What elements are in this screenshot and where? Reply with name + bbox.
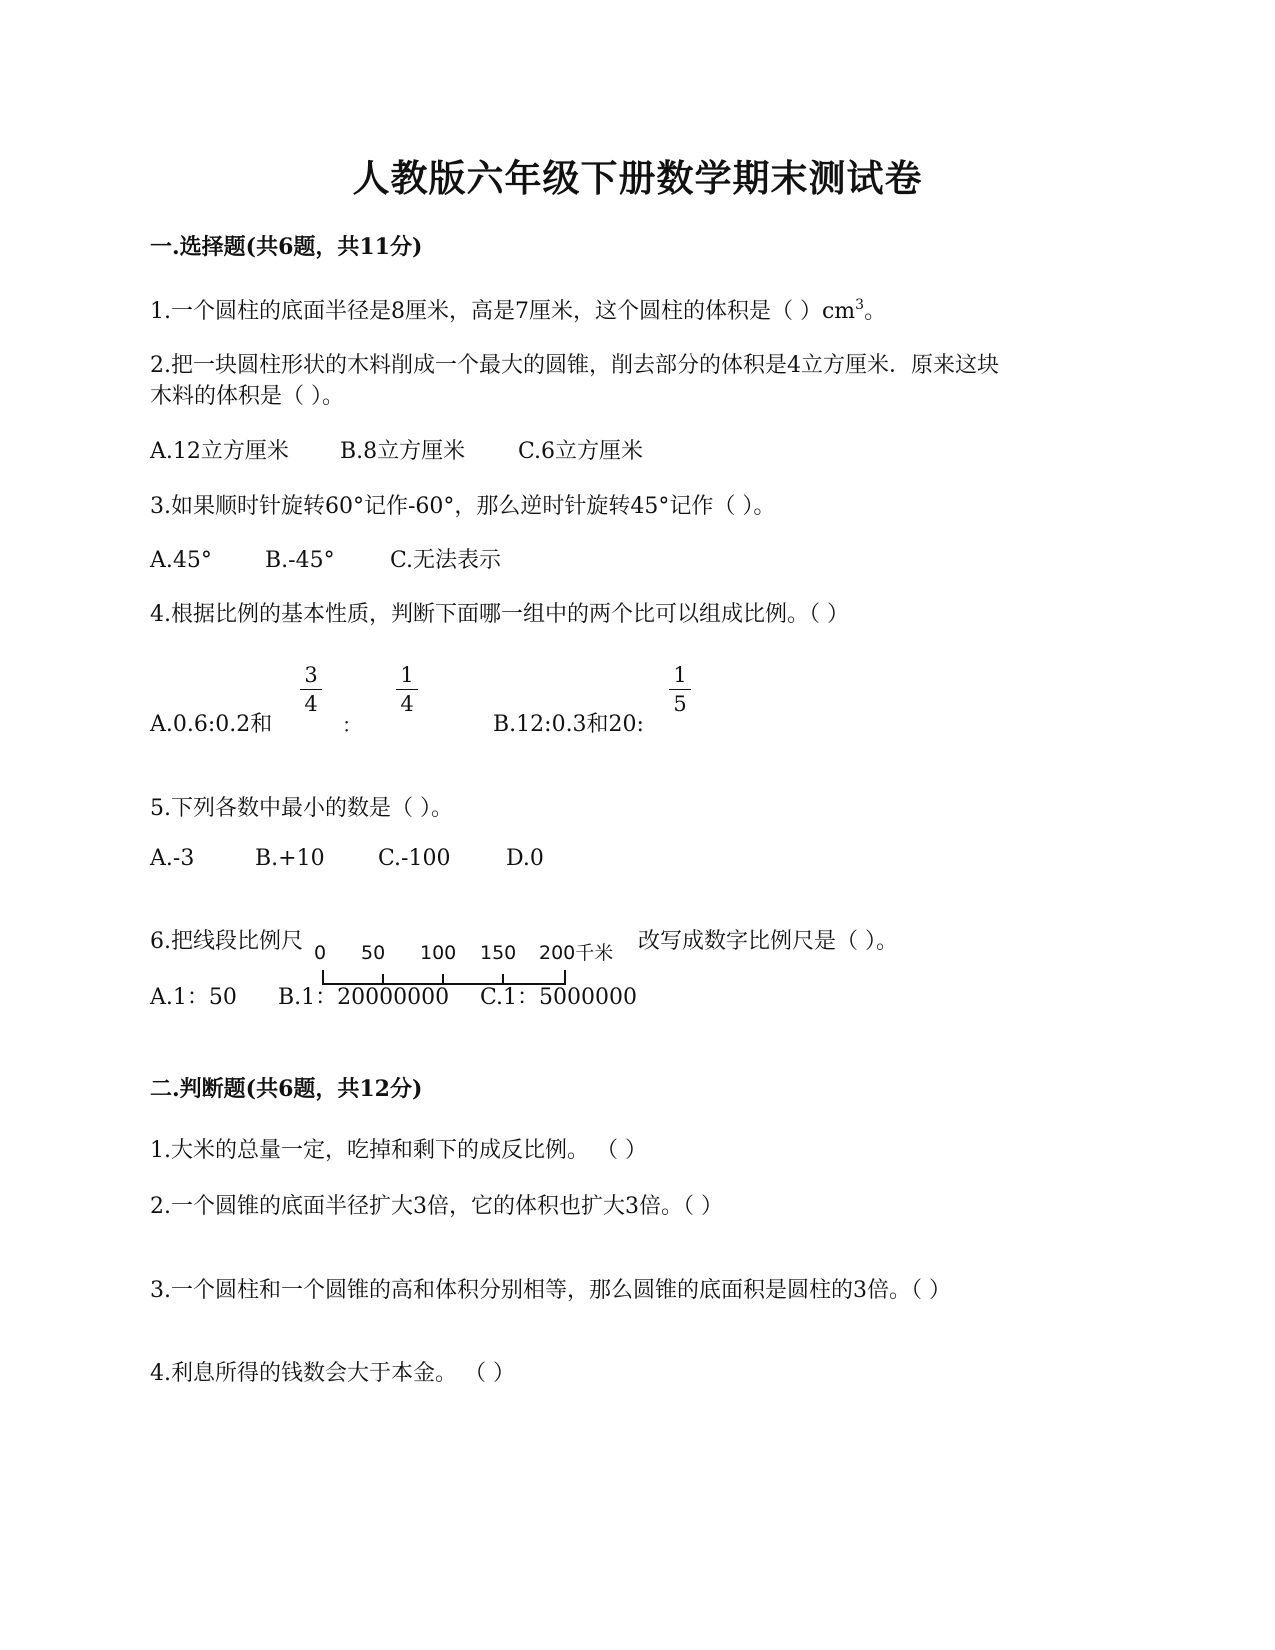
question-4: 4.根据比例的基本性质，判断下面哪一组中的两个比可以组成比例。（ ） — [150, 602, 849, 627]
scale-label: 50 — [361, 942, 386, 964]
scale-label: 100 — [420, 942, 457, 964]
question-1-tail: 。 — [864, 299, 887, 324]
fraction-three-quarters — [296, 662, 326, 717]
fraction-one-fifth — [665, 662, 695, 717]
question-5: 5.下列各数中最小的数是（ ）。 — [150, 796, 453, 821]
question-1 — [150, 294, 886, 325]
fraction-bar — [669, 689, 691, 690]
page-title: 人教版六年级下册数学期末测试卷 — [352, 156, 923, 200]
option-c: C.1：5000000 — [480, 985, 638, 1010]
judgement-item-1: 1.大米的总量一定，吃掉和剩下的成反比例。 （ ） — [150, 1138, 647, 1163]
judgement-item-4: 4.利息所得的钱数会大于本金。 （ ） — [150, 1361, 515, 1386]
section-heading-judgement: 二.判断题(共6题，共12分) — [150, 1076, 423, 1102]
judgement-item-3: 3.一个圆柱和一个圆锥的高和体积分别相等，那么圆锥的底面积是圆柱的3倍。（ ） — [150, 1278, 951, 1303]
fraction-bar — [300, 689, 322, 690]
fraction-numerator: 3 — [304, 663, 318, 687]
fraction-numerator: 1 — [673, 663, 687, 687]
fraction-denominator: 4 — [304, 692, 318, 716]
option-a: A.1：50 — [150, 985, 237, 1010]
fraction-denominator: 4 — [400, 692, 414, 716]
question-6-suffix: 改写成数字比例尺是（ ）。 — [638, 929, 898, 954]
scale-label: 150 — [480, 942, 517, 964]
fraction-one-quarter — [392, 662, 422, 717]
scale-label: 0 — [314, 942, 327, 964]
option-a: A.45° — [150, 548, 212, 573]
scale-label: 200千米 — [539, 942, 614, 964]
option-c: C.无法表示 — [390, 548, 502, 573]
question-3-options — [150, 543, 501, 574]
question-6-prefix: 6.把线段比例尺 — [150, 929, 303, 954]
fraction-numerator: 1 — [400, 663, 414, 687]
question-1-text: 1.一个圆柱的底面半径是8厘米，高是7厘米，这个圆柱的体积是（ ）cm — [150, 299, 856, 324]
question-6-options — [150, 980, 637, 1011]
ratio-colon: ： — [342, 713, 362, 737]
option-a: A.-3 — [150, 846, 195, 871]
option-d: D.0 — [506, 846, 544, 871]
fraction-bar — [396, 689, 418, 690]
question-3: 3.如果顺时针旋转60°记作-60°，那么逆时针旋转45°记作（ ）。 — [150, 494, 776, 519]
superscript: 3 — [855, 297, 865, 313]
option-b: B.8立方厘米 — [340, 439, 466, 464]
option-c: C.6立方厘米 — [518, 439, 644, 464]
option-b: B.1：20000000 — [278, 985, 450, 1010]
question-2-line-1: 2.把一块圆柱形状的木料削成一个最大的圆锥，削去部分的体积是4立方厘米．原来这块 — [150, 353, 999, 378]
question-4-option-a: A.0.6:0.2和 — [150, 712, 273, 737]
option-b: B.+10 — [255, 846, 325, 871]
fraction-denominator: 5 — [673, 692, 687, 716]
judgement-item-2: 2.一个圆锥的底面半径扩大3倍，它的体积也扩大3倍。（ ） — [150, 1194, 723, 1219]
option-c: C.-100 — [378, 846, 451, 871]
section-heading-choice: 一.选择题(共6题，共11分) — [150, 234, 423, 260]
option-b: B.-45° — [265, 548, 335, 573]
question-2-line-2: 木料的体积是（ ）。 — [150, 384, 344, 409]
question-4-option-b: B.12:0.3和20: — [493, 712, 644, 737]
question-2-options — [150, 434, 643, 465]
option-a: A.12立方厘米 — [150, 439, 289, 464]
question-5-options — [150, 846, 544, 871]
